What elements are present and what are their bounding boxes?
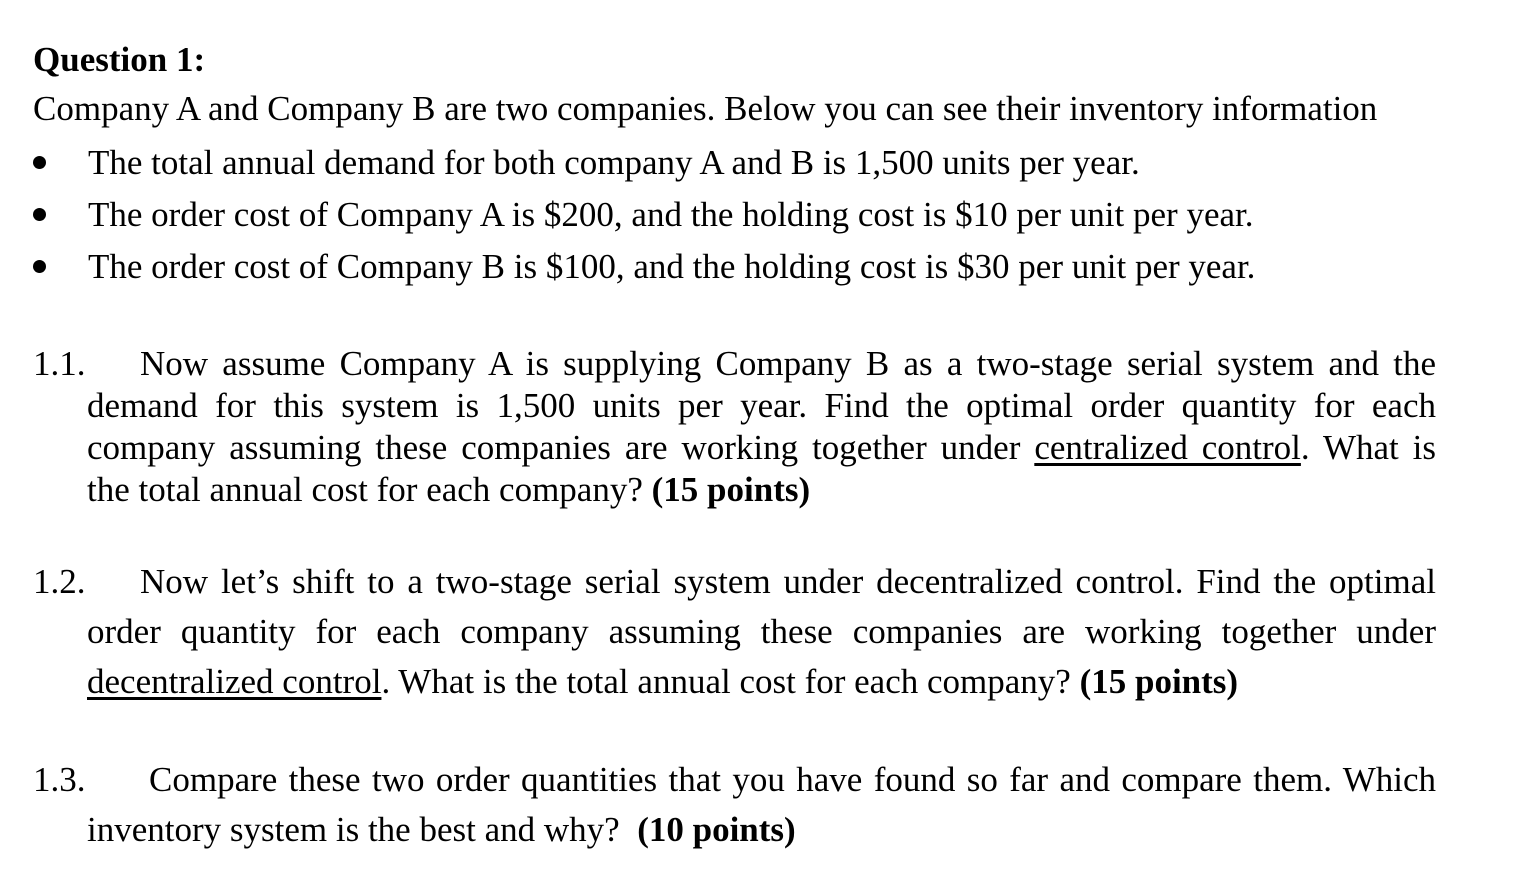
- bullet-text: The order cost of Company B is $100, and the holding cost is $30 per unit per year.: [88, 247, 1256, 286]
- subquestion-line: demand for this system is 1,500 units per year. Find the optimal order quantity for each: [87, 386, 1436, 425]
- bullet-dot-icon: [33, 208, 46, 221]
- points-label: (10 points): [637, 810, 796, 849]
- subquestion-line: [33, 755, 1436, 805]
- bullet-text: The total annual demand for both company A and B is 1,500 units per year.: [88, 143, 1140, 182]
- bullet-dot-icon: [33, 260, 46, 273]
- subquestion-1-2: [33, 557, 1436, 707]
- subquestion-text: . What is the total annual cost for each company?: [381, 662, 1071, 701]
- subquestion-text: inventory system is the best and why?: [87, 810, 620, 849]
- subquestion-text: Compare these two order quantities that you have found so far and compare them. Which: [149, 760, 1436, 799]
- question-title: Question 1:: [33, 40, 206, 79]
- subquestion-line: [33, 557, 1436, 607]
- subquestion-number: 1.1.: [33, 344, 86, 383]
- bullet-item: [0, 141, 1524, 185]
- bullet-dot-icon: [33, 156, 46, 169]
- subquestion-text: company assuming these companies are working together under: [87, 428, 1021, 467]
- subquestion-text: Now assume Company A is supplying Company B as a two-stage serial system and the: [140, 344, 1436, 383]
- points-label: (15 points): [651, 470, 811, 509]
- subquestion-number: 1.3.: [33, 760, 86, 799]
- underlined-term: centralized control: [1034, 428, 1301, 467]
- subquestion-text: Now let’s shift to a two-stage serial system under decentralized control. Find the optimal: [140, 562, 1436, 601]
- subquestion-line: [33, 343, 1436, 385]
- subquestion-line: [33, 805, 1436, 855]
- subquestion-line: order quantity for each company assuming these companies are working together under: [87, 612, 1436, 651]
- points-label: (15 points): [1079, 662, 1239, 701]
- subquestion-line: [33, 657, 1436, 707]
- subquestion-number: 1.2.: [33, 562, 86, 601]
- subquestion-text: the total annual cost for each company?: [87, 470, 643, 509]
- subquestion-1-3: [33, 755, 1436, 855]
- subquestion-1-1: [33, 343, 1436, 511]
- question-intro: Company A and Company B are two companies. Below you can see their inventory information: [33, 89, 1378, 128]
- bullet-item: [0, 193, 1524, 237]
- bullet-text: The order cost of Company A is $200, and the holding cost is $10 per unit per year.: [88, 195, 1254, 234]
- underlined-term: decentralized control: [87, 662, 382, 701]
- subquestion-line: [33, 427, 1436, 469]
- subquestion-text: . What is: [1300, 428, 1437, 467]
- bullet-item: [0, 245, 1524, 289]
- subquestion-line: [33, 469, 1436, 511]
